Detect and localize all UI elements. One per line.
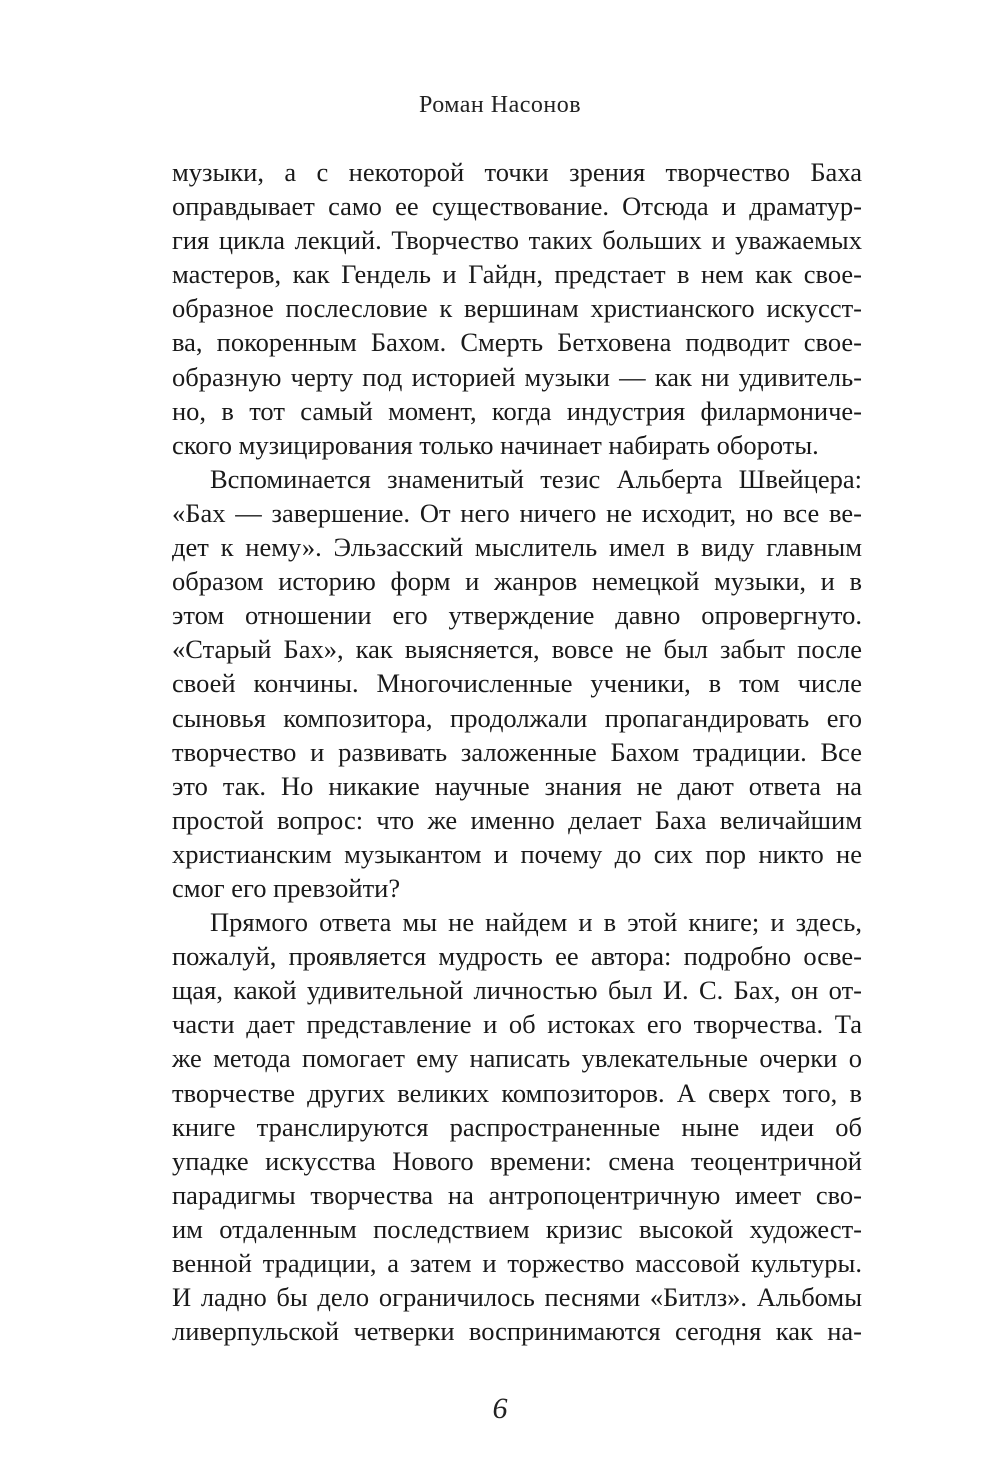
text-line: им отдаленным последствием кризис высокой художест- xyxy=(172,1213,862,1244)
text-line: ва, покоренным Бахом. Смерть Бетховена подводит свое- xyxy=(172,327,862,358)
text-line: образом историю форм и жанров немецкой музыки, и в xyxy=(172,566,862,597)
text-line: творчестве других великих композиторов. А сверх того, в xyxy=(172,1077,862,1108)
text-line: книге транслируются распространенные ныне идеи об xyxy=(172,1111,862,1142)
text-line: мастеров, как Гендель и Гайдн, предстает в нем как свое- xyxy=(172,259,862,290)
text-line: упадке искусства Нового времени: смена теоцентричной xyxy=(172,1145,862,1176)
text-line: это так. Но никакие научные знания не дают ответа на xyxy=(172,770,862,801)
text-line: ского музицирования только начинает набирать обороты. xyxy=(172,429,819,460)
body-text xyxy=(172,155,862,1348)
text-line: Прямого ответа мы не найдем и в этой книге; и здесь, xyxy=(210,907,862,938)
text-line: смог его превзойти? xyxy=(172,872,401,903)
text-line: пожалуй, проявляется мудрость ее автора: подробно осве- xyxy=(172,941,862,972)
text-line: же метода помогает ему написать увлекательные очерки о xyxy=(172,1043,862,1074)
text-line: дет к нему». Эльзасский мыслитель имел в виду главным xyxy=(172,532,862,563)
text-line: «Старый Бах», как выясняется, вовсе не был забыт после xyxy=(172,634,862,665)
text-line: венной традиции, а затем и торжество массовой культуры. xyxy=(172,1248,862,1278)
text-line: творчество и развивать заложенные Бахом традиции. Все xyxy=(172,736,862,767)
text-line: музыки, а с некоторой точки зрения творчество Баха xyxy=(172,157,862,187)
text-line: оправдывает само ее существование. Отсюда и драматур- xyxy=(172,191,862,222)
text-line: части дает представление и об истоках его творчества. Та xyxy=(172,1009,862,1040)
text-line: образное послесловие к вершинам христианского искусст- xyxy=(172,293,862,324)
page-number: 6 xyxy=(492,1392,508,1425)
text-line: гия цикла лекций. Творчество таких больших и уважаемых xyxy=(172,225,862,256)
text-line: но, в тот самый момент, когда индустрия филармониче- xyxy=(172,395,862,426)
text-line: своей кончины. Многочисленные ученики, в том числе xyxy=(172,668,862,699)
text-line: ливерпульской четверки воспринимаются сегодня как на- xyxy=(172,1316,862,1347)
text-line: простой вопрос: что же именно делает Баха величайшим xyxy=(172,804,862,835)
text-line: И ладно бы дело ограничилось песнями «Битлз». Альбомы xyxy=(172,1282,862,1313)
text-line: парадигмы творчества на антропоцентричную имеет сво- xyxy=(172,1179,862,1210)
text-line: Вспоминается знаменитый тезис Альберта Швейцера: xyxy=(210,463,862,494)
text-line: «Бах — завершение. От него ничего не исходит, но все ве- xyxy=(172,497,862,528)
text-line: сыновья композитора, продолжали пропагандировать его xyxy=(172,702,862,733)
text-line: щая, какой удивительной личностью был И. С. Бах, он от- xyxy=(172,975,862,1006)
running-head: Роман Насонов xyxy=(418,92,582,118)
text-line: образную черту под историей музыки — как ни удивитель- xyxy=(172,361,862,392)
text-line: христианским музыкантом и почему до сих пор никто не xyxy=(172,838,862,869)
text-line: этом отношении его утверждение давно опровергнуто. xyxy=(172,600,862,631)
